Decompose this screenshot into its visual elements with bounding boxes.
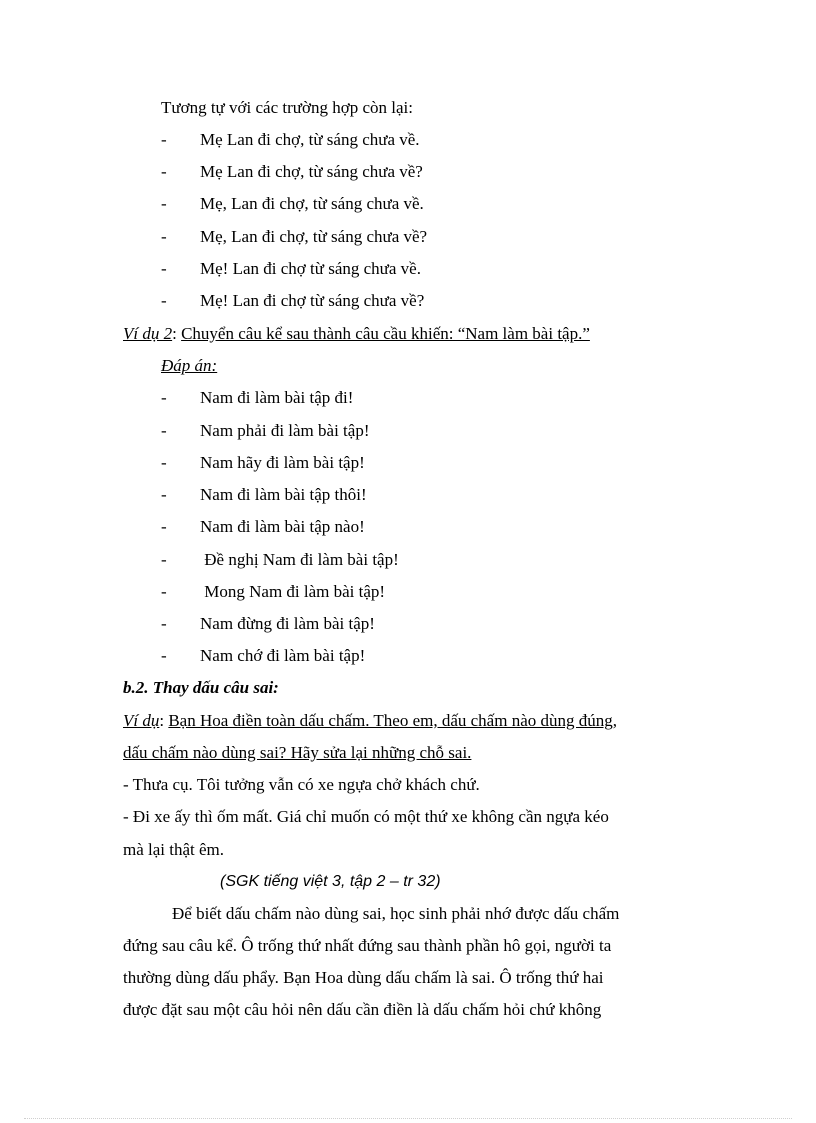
quote-line: - Thưa cụ. Tôi tưởng vẫn có xe ngựa chở khách chứ. — [123, 775, 480, 794]
list-item-text: Nam phải đi làm bài tập! — [200, 421, 370, 440]
paragraph-line: được đặt sau một câu hỏi nên dấu cần điền là dấu chấm hỏi chứ không — [123, 1000, 602, 1019]
section-heading: b.2. Thay dấu câu sai: — [123, 678, 279, 697]
list-dash: - — [161, 582, 167, 601]
list-item-text: Nam đi làm bài tập nào! — [200, 517, 365, 536]
list-dash: - — [161, 227, 167, 246]
list-dash: - — [161, 162, 167, 181]
example-3-text-1: Bạn Hoa điền toàn dấu chấm. Theo em, dấu chấm nào dùng đúng, — [168, 711, 617, 730]
list-item-text: Mong Nam đi làm bài tập! — [200, 582, 386, 601]
list-item-text: Nam đi làm bài tập thôi! — [200, 485, 367, 504]
list-item-text: Mẹ, Lan đi chợ, từ sáng chưa về? — [200, 227, 428, 246]
list-item-text: Nam chớ đi làm bài tập! — [200, 646, 366, 665]
example-2-label: Ví dụ 2 — [123, 324, 173, 343]
list-item-text: Mẹ, Lan đi chợ, từ sáng chưa về. — [200, 194, 424, 213]
list-item-text: Đề nghị Nam đi làm bài tập! — [200, 550, 399, 569]
list-item-text: Mẹ! Lan đi chợ từ sáng chưa về? — [200, 291, 425, 310]
list-item-text: Mẹ Lan đi chợ, từ sáng chưa về? — [200, 162, 423, 181]
quote-line: mà lại thật êm. — [123, 840, 225, 859]
list-item-text: Mẹ! Lan đi chợ từ sáng chưa về. — [200, 259, 421, 278]
list-item-text: Mẹ Lan đi chợ, từ sáng chưa về. — [200, 130, 420, 149]
list-dash: - — [161, 291, 167, 310]
example-3-colon: : — [159, 711, 169, 730]
list-item-text: Nam hãy đi làm bài tập! — [200, 453, 365, 472]
example-2 — [123, 324, 590, 344]
example-3-label: Ví dụ — [123, 711, 160, 730]
example-3-line-1 — [123, 711, 617, 731]
example-2-colon: : — [172, 324, 182, 343]
list-dash: - — [161, 646, 167, 665]
example-3-line-2: dấu chấm nào dùng sai? Hãy sửa lại những chỗ sai. — [123, 743, 472, 762]
list-dash: - — [161, 388, 167, 407]
page-bottom-divider — [24, 1118, 792, 1119]
answer-label: Đáp án: — [161, 356, 218, 375]
list-dash: - — [161, 421, 167, 440]
list-dash: - — [161, 194, 167, 213]
list-dash: - — [161, 517, 167, 536]
list-item-text: Nam đừng đi làm bài tập! — [200, 614, 375, 633]
list-dash: - — [161, 259, 167, 278]
example-2-text: Chuyển câu kể sau thành câu cầu khiến: “Nam làm bài tập.” — [181, 324, 590, 343]
quote-line: - Đi xe ấy thì ốm mất. Giá chỉ muốn có một thứ xe không cần ngựa kéo — [123, 807, 609, 826]
paragraph-line: đứng sau câu kể. Ô trống thứ nhất đứng sau thành phần hô gọi, người ta — [123, 936, 612, 955]
list-dash: - — [161, 485, 167, 504]
list-dash: - — [161, 614, 167, 633]
paragraph-line: Để biết dấu chấm nào dùng sai, học sinh phải nhớ được dấu chấm — [172, 904, 620, 923]
source-citation: (SGK tiếng việt 3, tập 2 – tr 32) — [220, 873, 441, 890]
paragraph-line: thường dùng dấu phẩy. Bạn Hoa dùng dấu chấm là sai. Ô trống thứ hai — [123, 968, 604, 987]
list-dash: - — [161, 130, 167, 149]
intro-text: Tương tự với các trường hợp còn lại: — [161, 98, 413, 117]
list-dash: - — [161, 550, 167, 569]
list-dash: - — [161, 453, 167, 472]
list-item-text: Nam đi làm bài tập đi! — [200, 388, 354, 407]
